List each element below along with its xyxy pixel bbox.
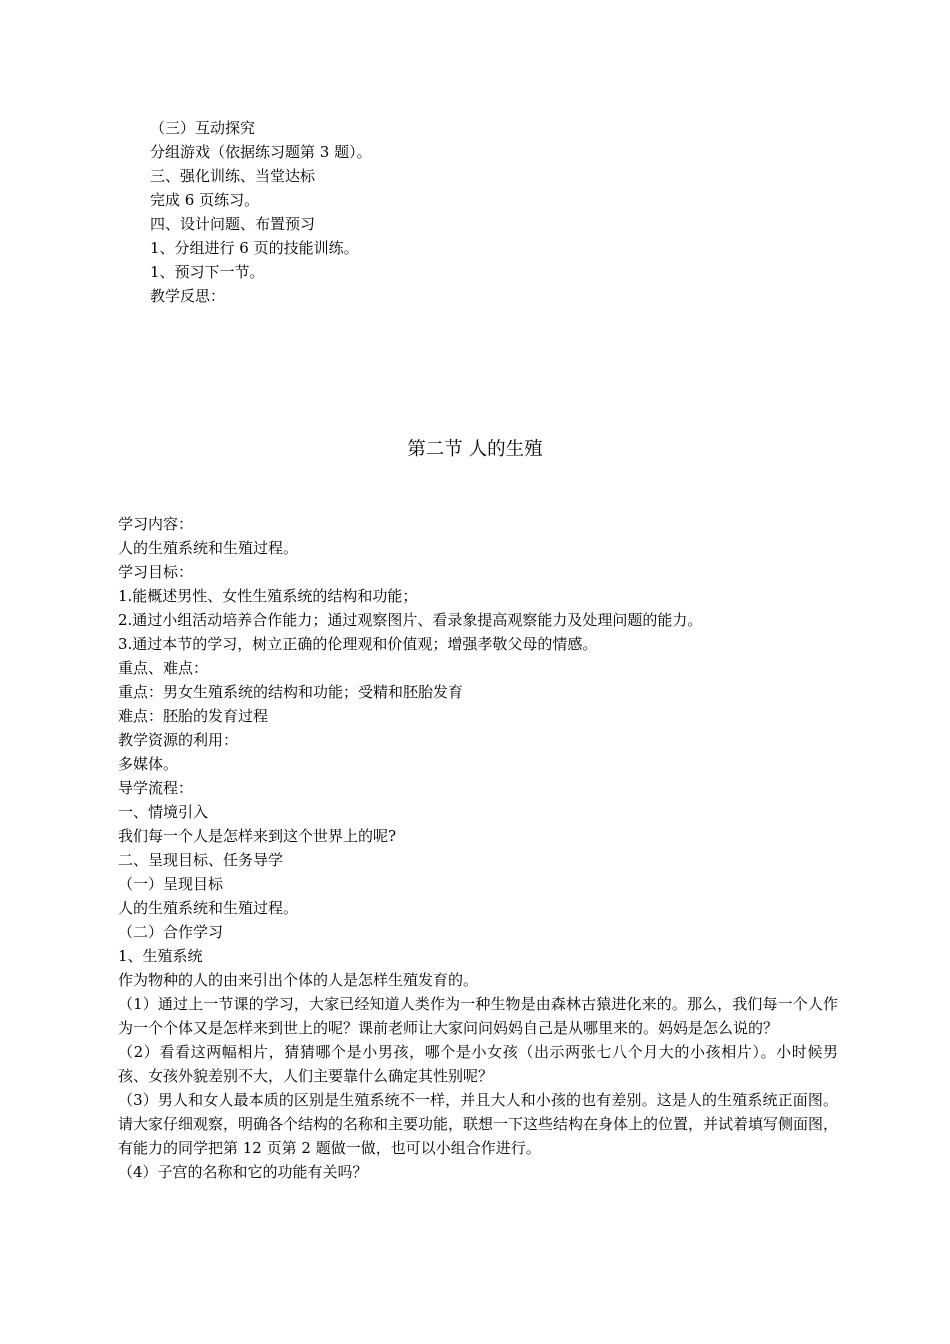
- previous-lesson-tail: [150, 116, 372, 308]
- text-line: 完成 6 页练习。: [150, 191, 260, 209]
- text-line: 教学资源的利用：: [118, 731, 239, 749]
- text-line: 导学流程：: [118, 779, 194, 797]
- text-line: 二、呈现目标、任务导学: [118, 851, 284, 869]
- paragraph: （1）通过上一节课的学习，大家已经知道人类作为一种生物是由森林古猿进化来的。那么，我们每一个人作为一个个体又是怎样来到世上的呢？课前老师让大家问问妈妈自己是从哪里来的。妈妈是怎么说的？: [118, 995, 838, 1037]
- paragraph: （3）男人和女人最本质的区别是生殖系统不一样，并且大人和小孩的也有差别。这是人的生殖系统正面图。请大家仔细观察，明确各个结构的名称和主要功能，联想一下这些结构在身体上的位置，并试着填写侧面图，有能力的同学把第 12 页第 2 题做一做，也可以小组合作进行。: [118, 1091, 839, 1157]
- text-line: 1.能概述男性、女性生殖系统的结构和功能；: [118, 587, 418, 605]
- text-line: 1、预习下一节。: [150, 263, 265, 281]
- text-line: 四、设计问题、布置预习: [150, 215, 316, 233]
- text-line: （三）互动探究: [150, 119, 256, 137]
- paragraph: （2）看看这两幅相片，猜猜哪个是小男孩，哪个是小女孩（出示两张七八个月大的小孩相片）。小时候男孩、女孩外貌差别不大，人们主要靠什么确定其性别呢？: [118, 1043, 838, 1085]
- text-line: 一、情境引入: [118, 803, 209, 821]
- text-line: 重点、难点：: [118, 659, 209, 677]
- text-line: （二）合作学习: [118, 923, 224, 941]
- section-title: 第二节 人的生殖: [407, 439, 543, 460]
- text-line: 1、分组进行 6 页的技能训练。: [150, 239, 359, 257]
- lesson-body: [118, 512, 838, 1184]
- text-line: 人的生殖系统和生殖过程。: [118, 899, 299, 917]
- text-line: （一）呈现目标: [118, 875, 224, 893]
- text-line: 2.通过小组活动培养合作能力；通过观察图片、看录象提高观察能力及处理问题的能力。: [118, 611, 703, 629]
- text-line: 作为物种的人的由来引出个体的人是怎样生殖发育的。: [118, 971, 479, 989]
- text-line: 多媒体。: [118, 755, 179, 773]
- text-line: 教学反思：: [150, 287, 226, 305]
- text-line: 1、生殖系统: [118, 947, 203, 965]
- text-line: 3.通过本节的学习，树立正确的伦理观和价值观；增强孝敬父母的情感。: [118, 635, 598, 653]
- text-line: 三、强化训练、当堂达标: [150, 167, 316, 185]
- paragraph: （4）子宫的名称和它的功能有关吗？: [118, 1163, 368, 1181]
- text-line: 重点：男女生殖系统的结构和功能；受精和胚胎发育: [118, 683, 464, 701]
- text-line: 分组游戏（依据练习题第 3 题）。: [150, 143, 372, 161]
- text-line: 人的生殖系统和生殖过程。: [118, 539, 299, 557]
- text-line: 学习内容：: [118, 515, 194, 533]
- text-line: 难点：胚胎的发育过程: [118, 707, 269, 725]
- text-line: 学习目标：: [118, 563, 194, 581]
- text-line: 我们每一个人是怎样来到这个世界上的呢?: [118, 827, 397, 845]
